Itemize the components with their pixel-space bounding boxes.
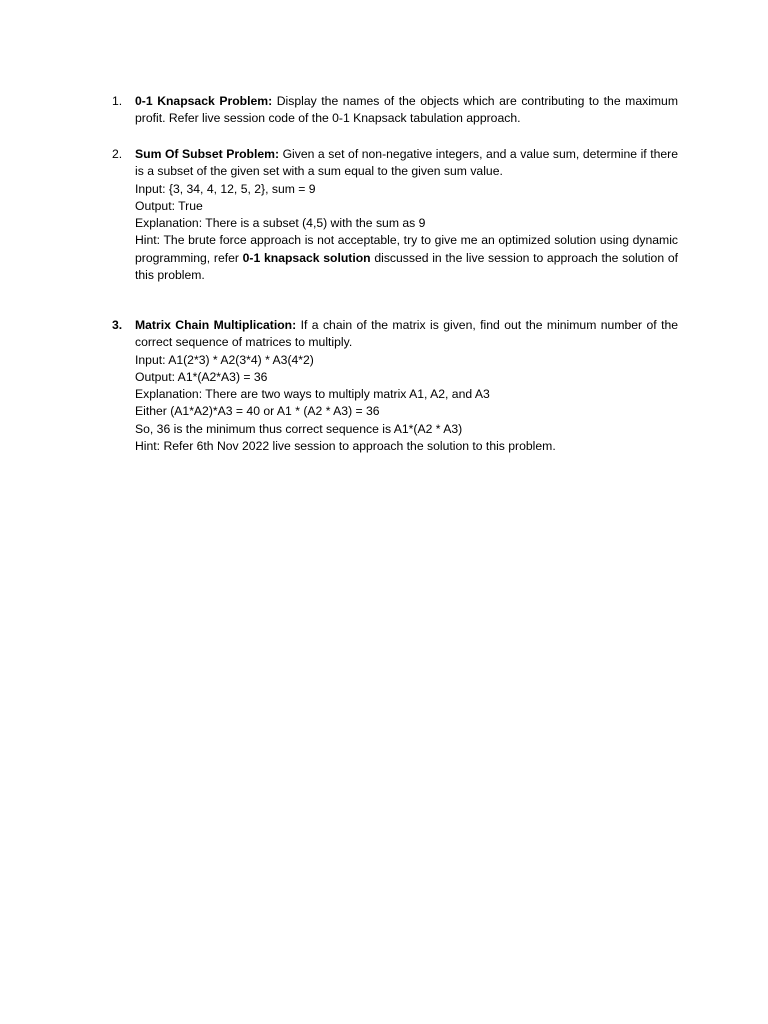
hint-text-before: Hint: The brute force approach is not acceptable, try to give me an optimized solution using dynamic programming, refer [135,233,678,265]
problem-output: Output: A1*(A2*A3) = 36 [135,369,268,384]
problem-title: 0-1 Knapsack Problem: [135,94,273,108]
list-number: 3. [112,318,123,332]
hint-text-after: discussed in the live session to approach the solution of this problem. [135,250,678,283]
problem-title: Sum Of Subset Problem: [135,147,280,161]
problem-hint [135,232,678,284]
problem-text: Display the names of the objects which are contributing to the maximum profit. Refer live session code of the 0-1 Knapsack tabulation approach. [135,94,678,126]
problem-input: Input: {3, 34, 4, 12, 5, 2}, sum = 9 [135,181,316,196]
list-number: 1. [112,94,123,108]
problem-output: Output: True [135,198,203,213]
problem-title: Matrix Chain Multiplication: [135,318,297,332]
problem-body [135,317,678,455]
problem-item-knapsack [108,93,678,128]
problem-either-line: Either (A1*A2)*A3 = 40 or A1 * (A2 * A3) = 36 [135,404,380,419]
problem-description [135,317,678,352]
problem-conclusion: So, 36 is the minimum thus correct sequence is A1*(A2 * A3) [135,421,463,436]
problem-explanation: Explanation: There are two ways to multiply matrix A1, A2, and A3 [135,387,490,402]
problem-body [135,146,678,284]
problem-text: Given a set of non-negative integers, and a value sum, determine if there is a subset of the given set with a sum equal to the given sum value. [135,147,678,179]
problem-item-sum-of-subset [108,146,678,284]
problem-text: If a chain of the matrix is given, find out the minimum number of the correct sequence of matrices to multiply. [135,318,679,350]
problem-input: Input: A1(2*3) * A2(3*4) * A3(4*2) [135,352,314,367]
problem-description [135,93,678,128]
problem-body [135,93,678,128]
list-number: 2. [112,147,123,161]
hint-bold-reference: 0-1 knapsack solution [242,250,371,265]
problem-description [135,146,678,181]
problem-hint: Hint: Refer 6th Nov 2022 live session to approach the solution to this problem. [135,439,556,454]
problem-explanation: Explanation: There is a subset (4,5) with the sum as 9 [135,216,426,231]
problem-item-matrix-chain [108,317,678,455]
